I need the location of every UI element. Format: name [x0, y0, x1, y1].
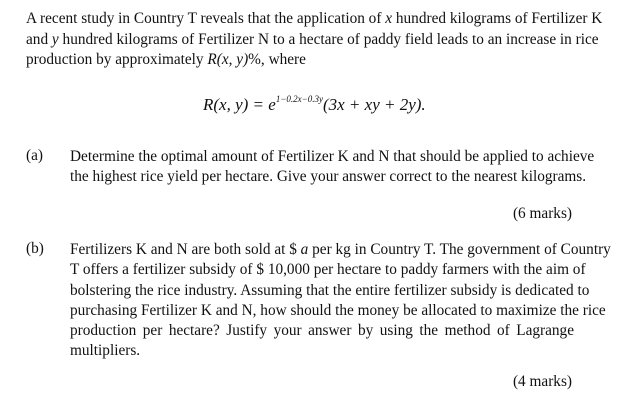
part-a-marks: (6 marks): [512, 205, 572, 222]
part-b-text-segment: per kg in Country T. The government of Country: [308, 241, 611, 258]
question-intro: [26, 9, 603, 71]
intro-line-2: [26, 30, 599, 51]
intro-line-1: [26, 9, 603, 30]
part-b-line: production per hectare? Justify your answer by using the method of Lagrange: [70, 322, 574, 340]
part-b-line: [70, 240, 611, 260]
part-b-text-segment: Fertilizers K and N are both sold at $: [70, 241, 301, 258]
variable-x: x: [385, 10, 393, 27]
part-a-line: the highest rice yield per hectare. Give your answer correct to the nearest kilograms.: [70, 168, 587, 186]
intro-text: %, where: [248, 51, 306, 68]
part-b-line: bolstering the rice industry. Assuming that the entire fertilizer subsidy is dedicated to: [70, 281, 590, 299]
intro-text: hundred kilograms of Fertilizer N to a hectare of paddy field leads to an increase in rice: [58, 30, 599, 48]
part-a-line: Determine the optimal amount of Fertilizer K and N that should be applied to achieve: [70, 148, 595, 165]
part-b-marks: (4 marks): [512, 373, 572, 390]
variable-y: y: [51, 30, 59, 48]
part-b-line: multipliers.: [70, 342, 141, 360]
function-r: R(x, y): [207, 51, 249, 68]
part-b-text: [70, 240, 611, 362]
formula-lhs: R(x, y) = e: [203, 95, 276, 114]
formula: [203, 94, 426, 115]
intro-line-3: [26, 50, 592, 71]
part-b-line: purchasing Fertilizer K and N, how should the money be allocated to maximize the rice: [70, 301, 606, 319]
part-a-label: (a): [26, 147, 43, 164]
formula-exponent: 1−0.2x−0.3y: [275, 94, 323, 104]
part-b-label: (b): [26, 240, 44, 257]
part-b-line: T offers a fertilizer subsidy of $ 10,000 per hectare to paddy farmers with the aim of: [70, 261, 586, 279]
intro-text: hundred kilograms of Fertilizer K: [392, 10, 603, 27]
variable-a: a: [300, 241, 309, 258]
part-a-text: [70, 147, 595, 188]
intro-text: A recent study in Country T reveals that the application of: [26, 10, 386, 27]
intro-text: production by approximately: [26, 51, 208, 68]
formula-rhs: (3x + xy + 2y).: [322, 95, 426, 114]
intro-text: and: [26, 30, 52, 48]
